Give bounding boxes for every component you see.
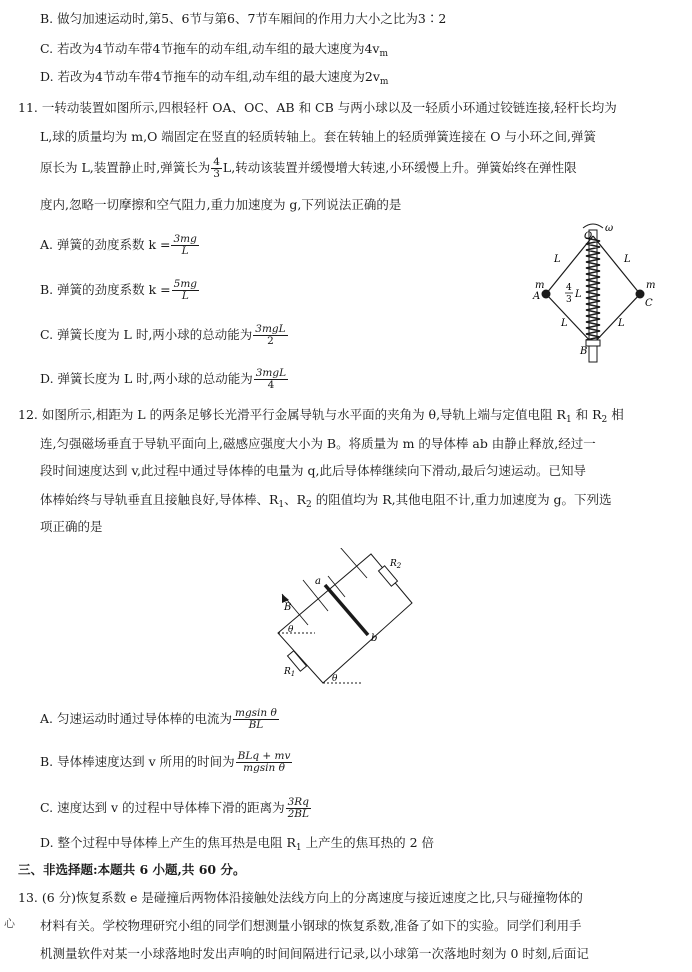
q11-option-a-frac	[171, 234, 198, 257]
q12-option-c-den: 2BL	[287, 808, 309, 820]
q11-option-a	[40, 234, 200, 257]
q12-option-a-frac	[233, 708, 279, 731]
q12-label-r1	[283, 667, 295, 678]
q12-option-d-sub: 1	[295, 843, 302, 853]
q11-option-d	[40, 368, 289, 391]
q12-field-line-4	[340, 548, 367, 578]
q12-line-4-mid: 、R	[284, 492, 307, 507]
q11-line-2: L,球的质量均为 m,O 端固定在竖直的轻质转轴上。套在转轴上的轻质弹簧连接在 O 与小环之间,弹簧	[40, 129, 596, 144]
section-3-heading: 三、非选择题:本题共 6 小题,共 60 分。	[18, 862, 246, 877]
q12-line-1-pre: 12. 如图所示,相距为 L 的两条足够长光滑平行金属导轨与水平面的夹角为 θ,导轨上端与定值电阻 R	[18, 407, 566, 422]
q12-line-1-post: 相	[607, 407, 624, 422]
q11-option-c-num: 3mgL	[255, 323, 286, 335]
q13-margin-mark: 心	[4, 917, 15, 930]
q12-option-c-num: 3Rq	[286, 797, 311, 809]
q12-option-b-den: mgsin θ	[243, 762, 285, 774]
q11-option-d-den: 4	[267, 379, 275, 391]
q11-label-l-ab: L	[561, 318, 568, 329]
q11-label-b: B	[580, 346, 588, 357]
q11-option-d-pre: D. 弹簧长度为 L 时,两小球的总动能为	[40, 371, 253, 386]
q11-ball-c	[636, 290, 645, 299]
q12-label-r2-main: R	[390, 559, 397, 569]
q11-line-4: 度内,忽略一切摩擦和空气阻力,重力加速度为 g,下列说法正确的是	[40, 197, 402, 212]
q12-option-d-pre: D. 整个过程中导体棒上产生的焦耳热是电阻 R	[40, 835, 296, 850]
q13-line-3: 机测量软件对某一小球落地时发出声响的时间间隔进行记录,以小球第一次落地时刻为 0 时刻,后面记	[40, 946, 589, 961]
q11-line-3-post: L,转动该装置并缓慢增大转速,小环缓慢上升。弹簧始终在弹性限	[222, 160, 577, 175]
q12-figure	[268, 548, 428, 690]
q12-option-c	[40, 797, 312, 820]
q12-label-a: a	[315, 576, 321, 587]
q12-option-b	[40, 751, 293, 774]
prev-option-b: B. 做匀加速运动时,第5、6节与第6、7节车厢间的作用力大小之比为3∶2	[40, 11, 447, 26]
q11-option-d-frac	[254, 368, 288, 391]
q12-option-b-num: BLq + mv	[237, 750, 291, 762]
q11-label-spring-num: 4	[566, 283, 572, 293]
prev-option-c-sub: m	[379, 49, 389, 59]
q11-fraction	[211, 157, 222, 180]
q11-option-b-frac	[172, 279, 199, 302]
q11-label-l-oa: L	[554, 254, 561, 265]
q11-option-c-frac	[253, 324, 287, 347]
q11-line-1: 11. 一转动装置如图所示,四根轻杆 OA、OC、AB 和 CB 与两小球以及一轻质小环通过铰链连接,轻杆长均为	[18, 100, 617, 115]
prev-option-d	[40, 68, 388, 91]
q12-label-b: b	[371, 633, 378, 644]
q12-line-4	[40, 491, 612, 514]
q12-label-r2-sub: 2	[396, 562, 402, 570]
q11-label-a: A	[533, 291, 541, 302]
q12-label-b-field: B	[284, 602, 292, 613]
prev-option-c-text: C. 若改为4节动车带4节拖车的动车组,动车组的最大速度为4v	[40, 41, 380, 56]
q11-option-b	[40, 279, 200, 302]
q12-label-theta-1: θ	[288, 625, 294, 635]
q12-option-d-post: 上产生的焦耳热的 2 倍	[301, 835, 435, 850]
q11-option-b-den: L	[181, 290, 189, 302]
q11-label-spring-l: L	[575, 289, 582, 300]
q11-option-b-num: 5mg	[173, 278, 197, 290]
q12-option-a-pre: A. 匀速运动时通过导体棒的电流为	[40, 711, 232, 726]
q12-option-b-pre: B. 导体棒速度达到 v 所用的时间为	[40, 754, 235, 769]
q11-option-d-num: 3mgL	[255, 367, 287, 379]
q12-line-5: 项正确的是	[40, 519, 103, 534]
q11-label-omega: ω	[605, 223, 614, 234]
q11-fraction-den: 3	[213, 168, 220, 180]
q12-line-1	[18, 406, 624, 429]
q12-line-4-sub2: 2	[306, 500, 312, 510]
q11-label-spring-den: 3	[566, 295, 572, 305]
q11-option-a-den: L	[181, 245, 189, 257]
q12-label-r1-main: R	[284, 667, 291, 677]
q11-ring	[586, 340, 600, 346]
q13-line-2: 材料有关。学校物理研究小组的同学们想测量小钢球的恢复系数,准备了如下的实验。同学们利用手	[40, 918, 582, 933]
q12-option-d	[40, 834, 434, 857]
q11-fraction-num: 4	[213, 156, 220, 168]
q12-line-1-sub1: 1	[565, 415, 572, 425]
q12-line-4-post: 的阻值均为 R,其他电阻不计,重力加速度为 g。下列选	[311, 492, 612, 507]
q11-option-b-pre: B. 弹簧的劲度系数 k =	[40, 282, 171, 297]
q11-rotation-arrow	[583, 224, 603, 228]
q11-option-a-pre: A. 弹簧的劲度系数 k =	[40, 237, 171, 252]
q12-label-r2	[389, 559, 402, 570]
q11-label-o: O	[584, 231, 593, 242]
q12-option-a-num: mgsin θ	[234, 707, 277, 719]
q12-line-1-mid: 和 R	[571, 407, 602, 422]
q12-line-4-pre: 体棒始终与导轨垂直且接触良好,导体棒、R	[40, 492, 279, 507]
q11-option-c-den: 2	[267, 335, 274, 347]
q12-option-a	[40, 708, 280, 731]
q11-label-l-cb: L	[618, 318, 625, 329]
q12-option-c-pre: C. 速度达到 v 的过程中导体棒下滑的距离为	[40, 800, 285, 815]
q12-label-theta-2: θ	[332, 674, 338, 684]
q12-option-a-den: BL	[248, 719, 264, 731]
q12-option-c-frac	[286, 797, 311, 820]
q11-label-l-oc: L	[624, 254, 631, 265]
q12-line-2: 连,匀强磁场垂直于导轨平面向上,磁感应强度大小为 B。将质量为 m 的导体棒 ab 由静止释放,经过一	[40, 436, 596, 451]
q11-figure	[520, 222, 670, 367]
prev-option-d-sub: m	[379, 77, 389, 87]
q12-line-1-sub2: 2	[601, 415, 608, 425]
q12-option-b-frac	[236, 751, 293, 774]
q12-line-4-sub1: 1	[278, 500, 285, 510]
q11-option-c-pre: C. 弹簧长度为 L 时,两小球的总动能为	[40, 327, 253, 342]
q12-label-r1-sub: 1	[290, 670, 296, 678]
prev-option-d-text: D. 若改为4节动车带4节拖车的动车组,动车组的最大速度为2v	[40, 69, 380, 84]
prev-option-c	[40, 40, 388, 63]
q12-conductor-ab	[325, 585, 368, 635]
q11-line-3-pre: 原长为 L,装置静止时,弹簧长为	[40, 160, 211, 175]
q13-line-1: 13. (6 分)恢复系数 e 是碰撞后两物体沿接触处法线方向上的分离速度与接近速度之比,只与碰撞物体的	[18, 890, 583, 905]
q11-line-3	[40, 157, 577, 180]
q12-line-3: 段时间速度达到 v,此过程中通过导体棒的电量为 q,此后导体棒继续向下滑动,最后匀速运动。已知导	[40, 463, 586, 478]
q11-label-m-right: m	[646, 280, 656, 291]
q11-option-c	[40, 324, 289, 347]
q11-label-m-left: m	[535, 280, 545, 291]
q11-label-c: C	[645, 298, 653, 309]
q11-option-a-num: 3mg	[173, 233, 197, 245]
